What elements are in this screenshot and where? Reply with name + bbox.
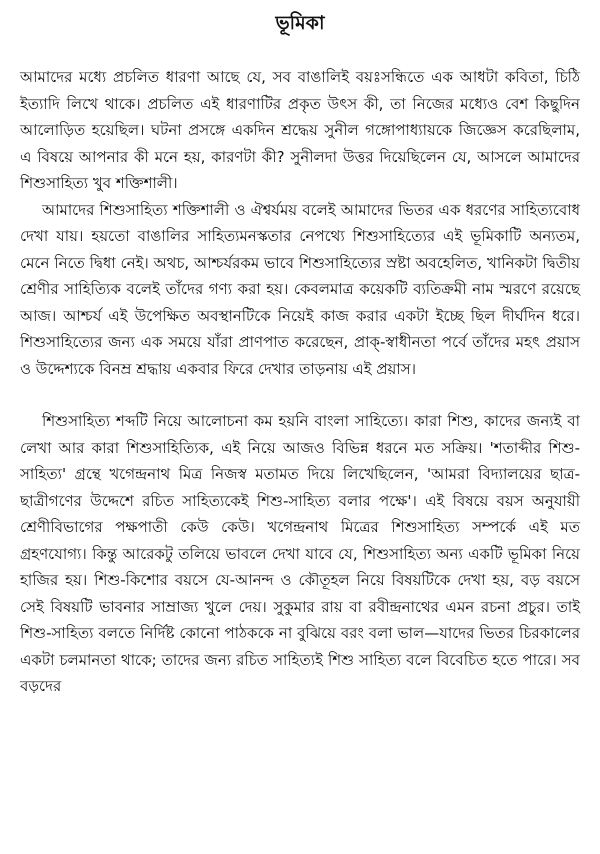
- paragraph-3: শিশুসাহিত্য শব্দটি নিয়ে আলোচনা কম হয়নি বাংলা সাহিত্যে। কারা শিশু, কাদের জন্যই বা লেখা আর কারা শিশুসাহিত্যিক, এই নিয়ে আজও বিভিন্ন ধরনে মত সক্রিয়। 'শতাব্দীর শিশু-সাহিত্য' গ্রন্থে খগেন্দ্রনাথ মিত্র নিজস্ব মতামত দিয়ে লিখেছিলেন, 'আমরা বিদ্যালয়ের ছাত্র-ছাত্রীগণের উদ্দেশে রচিত সাহিত্যকেই শিশু-সাহিত্য বলার পক্ষে'। এই বিষয়ে বয়স অনুযায়ী শ্রেণীবিভাগের পক্ষপাতী কেউ কেউ। খগেন্দ্রনাথ মিত্রের শিশুসাহিত্য সম্পর্কে এই মত গ্রহণযোগ্য। কিন্তু আরেকটু তলিয়ে ভাবলে দেখা যাবে যে, শিশুসাহিত্য অন্য একটি ভূমিকা নিয়ে হাজির হয়। শিশু-কিশোর বয়সে যে-আনন্দ ও কৌতূহল নিয়ে বিষয়টিকে দেখা হয়, বড় বয়সে সেই বিষয়টি ভাবনার সাম্রাজ্য খুলে দেয়। সুকুমার রায় বা রবীন্দ্রনাথের এমন রচনা প্রচুর। তাই শিশু-সাহিত্য বলতে নির্দিষ্ট কোনো পাঠককে না বুঝিয়ে বরং বলা ভাল—যাদের ভিতর চিরকালের একটা চলমানতা থাকে; তাদের জন্য রচিত সাহিত্যই শিশু সাহিত্য বলে বিবেচিত হতে পারে। সব বড়দের: [20, 412, 580, 695]
- document-page: [20, 10, 580, 700]
- document-title: ভূমিকা: [275, 12, 325, 34]
- paragraph-2: আমাদের শিশুসাহিত্য শক্তিশালী ও ঐশ্বর্যময় বলেই আমাদের ভিতর এক ধরণের সাহিত্যবোধ দেখা যায়। হয়তো বাঙালির সাহিত্যমনস্কতার নেপথ্যে শিশুসাহিত্যের এই ভূমিকাটি অন্যতম, মেনে নিতে দ্বিধা নেই। অথচ, আশ্চর্যরকম ভাবে শিশুসাহিত্যের স্রষ্টা অবহেলিত, খানিকটা দ্বিতীয় শ্রেণীর সাহিত্যিক বলেই তাঁদের গণ্য করা হয়। কেবলমাত্র কয়েকটি ব্যতিক্রমী নাম স্মরণে রয়েছে আজ। আশ্চর্য এই উপেক্ষিত অবস্থানটিকে নিয়েই কাজ করার একটা ইচ্ছে ছিল দীর্ঘদিন ধরে। শিশুসাহিত্যের জন্য এক সময়ে যাঁরা প্রাণপাত করেছেন, প্রাক্-স্বাধীনতা পর্বে তাঁদের মহৎ প্রয়াস ও উদ্দেশ্যকে বিনম্র শ্রদ্ধায় একবার ফিরে দেখার তাড়নায় এই প্রয়াস।: [20, 200, 580, 378]
- paragraph-1: আমাদের মধ্যে প্রচলিত ধারণা আছে যে, সব বাঙালিই বয়ঃসন্ধিতে এক আধটা কবিতা, চিঠি ইত্যাদি লিখে থাকে। প্রচলিত এই ধারণাটির প্রকৃত উৎস কী, তা নিজের মধ্যেও বেশ কিছুদিন আলোড়িত হয়েছিল। ঘটনা প্রসঙ্গে একদিন শ্রদ্ধেয় সুনীল গঙ্গোপাধ্যায়কে জিজ্ঞেস করেছিলাম, এ বিষয়ে আপনার কী মনে হয়, কারণটা কী? সুনীলদা উত্তর দিয়েছিলেন যে, আসলে আমাদের শিশুসাহিত্য খুব শক্তিশালী।: [20, 68, 580, 192]
- paragraph-gap: [20, 382, 580, 408]
